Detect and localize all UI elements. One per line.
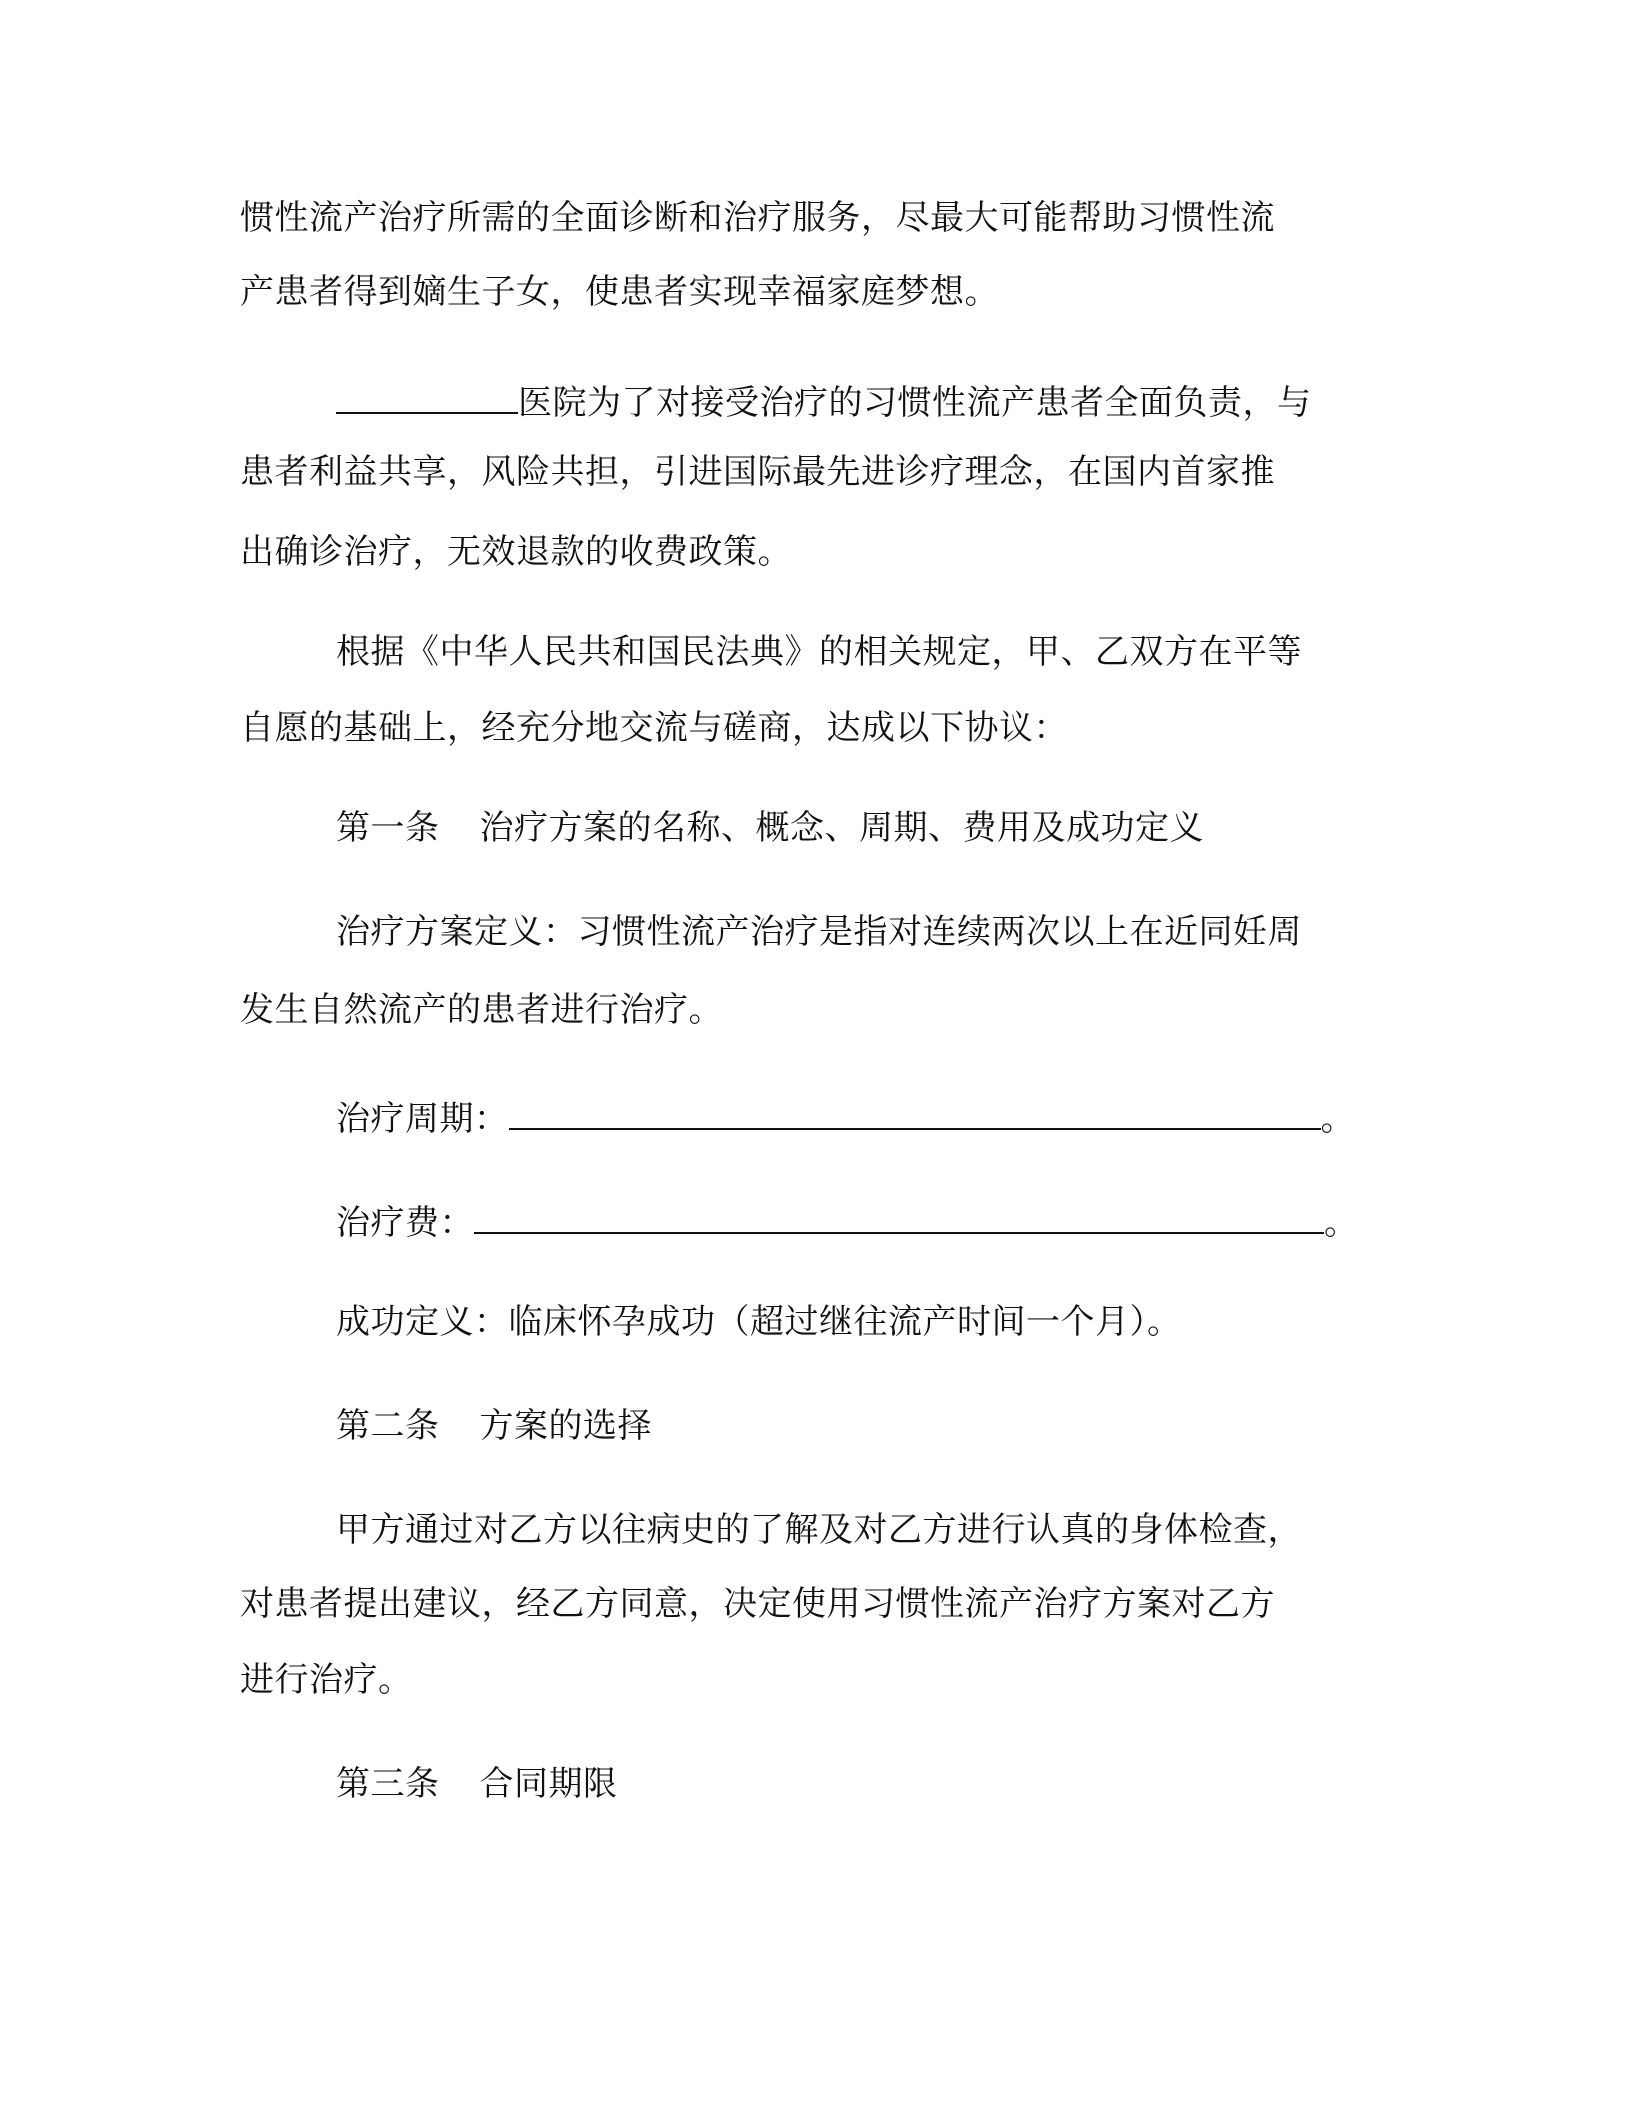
treatment-period-line	[336, 1092, 1355, 1139]
text: 产患者得到嫡生子女，使患者实现幸福家庭梦想。	[240, 272, 999, 312]
article-number: 第一条	[336, 808, 440, 848]
paragraph-line	[336, 1300, 1182, 1344]
text: 甲方通过对乙方以往病史的了解及对乙方进行认真的身体检查，	[336, 1510, 1302, 1550]
paragraph-line	[240, 706, 1068, 750]
text: 发生自然流产的患者进行治疗。	[240, 990, 723, 1030]
paragraph-line	[240, 270, 999, 314]
text: 成功定义：临床怀孕成功（超过继往流产时间一个月）。	[336, 1302, 1182, 1342]
paragraph-line	[240, 1658, 413, 1702]
article-title: 方案的选择	[479, 1406, 652, 1446]
paragraph-line	[336, 910, 1302, 954]
field-label: 治疗费：	[336, 1203, 474, 1243]
text: 。	[1324, 1203, 1359, 1243]
text: 进行治疗。	[240, 1660, 413, 1700]
paragraph-line	[240, 530, 792, 574]
paragraph-line	[240, 196, 1275, 240]
paragraph-line	[336, 630, 1302, 674]
text: 自愿的基础上，经充分地交流与磋商，达成以下协议：	[240, 708, 1068, 748]
article-heading	[336, 806, 1204, 850]
article-number: 第二条	[336, 1406, 440, 1446]
paragraph-line	[336, 1508, 1302, 1552]
treatment-period-blank[interactable]	[509, 1092, 1321, 1130]
text: 医院为了对接受治疗的习惯性流产患者全面负责，与	[518, 383, 1312, 423]
article-title: 合同期限	[479, 1764, 618, 1804]
field-label: 治疗周期：	[336, 1099, 509, 1139]
article-number: 第三条	[336, 1764, 440, 1804]
text: 惯性流产治疗所需的全面诊断和治疗服务，尽最大可能帮助习惯性流	[240, 198, 1275, 238]
text: 出确诊治疗，无效退款的收费政策。	[240, 532, 792, 572]
text: 。	[1320, 1099, 1355, 1139]
text: 治疗方案定义：习惯性流产治疗是指对连续两次以上在近同妊周	[336, 912, 1302, 952]
paragraph-line	[240, 1582, 1275, 1626]
paragraph-line	[240, 450, 1275, 494]
text: 患者利益共享，风险共担，引进国际最先进诊疗理念，在国内首家推	[240, 452, 1275, 492]
paragraph-line	[240, 988, 723, 1032]
treatment-fee-blank[interactable]	[474, 1196, 1324, 1234]
article-heading	[336, 1404, 652, 1448]
text: 根据《中华人民共和国民法典》的相关规定，甲、乙双方在平等	[336, 632, 1302, 672]
treatment-fee-line	[336, 1196, 1359, 1243]
article-heading	[336, 1762, 618, 1806]
article-title: 治疗方案的名称、概念、周期、费用及成功定义	[479, 808, 1204, 848]
text: 对患者提出建议，经乙方同意，决定使用习惯性流产治疗方案对乙方	[240, 1584, 1275, 1624]
hospital-name-blank[interactable]	[336, 376, 518, 414]
paragraph-line	[336, 376, 1312, 423]
